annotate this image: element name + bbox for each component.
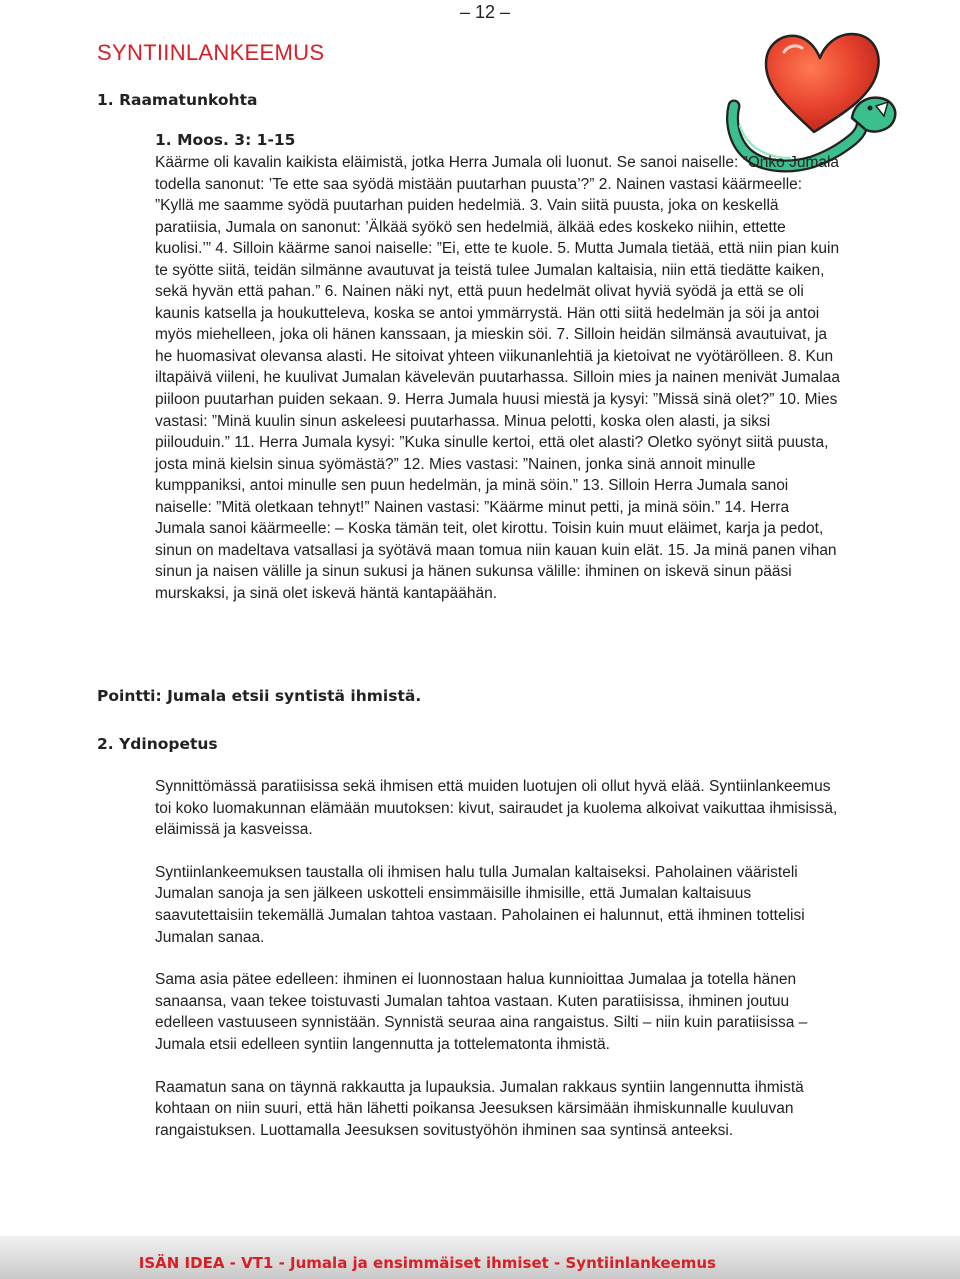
paragraph: Raamatun sana on täynnä rakkautta ja lupauksia. Jumalan rakkaus syntiin langennutta ihmistä kohtaan on niin suuri, että hän lähetti poikansa Jeesuksen kärsimään ihmiskunnalle kuuluvan rangaistuksen. Luottamalla Jeesuksen sovitustyöhön ihminen saa syntinsä anteeksi. (155, 1078, 804, 1139)
scripture-text: Käärme oli kavalin kaikista eläimistä, jotka Herra Jumala oli luonut. Se sanoi naiselle: ”Onko Jumala todella sanonut: ’Te ette saa syödä mistään puutarhan puusta’?” 2. Nainen vastasi käärmeelle: ”Kyllä me saamme syödä puutarhan puiden hedelmiä. 3. Vain siitä puusta, joka on keskellä paratiisia, Jumala on sanonut: ’Älkää syökö sen hedelmiä, älkää edes koskeko niihin, ettette kuolisi.’” 4. Silloin käärme sanoi naiselle: ”Ei, ette te kuole. 5. Mutta Jumala tietää, että niin pian kuin te syötte siitä, teidän silmänne avautuvat ja teistä tulee Jumalan kaltaisia, niin että tiedätte kaiken, sekä hyvän että pahan.” 6. Nainen näki nyt, että puun hedelmät olivat hyviä syödä ja että se oli kaunis katsella ja houkutteleva, koska se antoi ymmärrystä. Hän otti siitä hedelmän ja söi ja antoi myös miehelleen, joka oli hänen kanssaan, ja mieskin söi. 7. Silloin heidän silmänsä avautuivat, ja he huomasivat olevansa alasti. He sitoivat yhteen viikunanlehtiä ja kietoivat ne vyötärölleen. 8. Kun iltapäivä viileni, he kuulivat Jumalan kävelevän puutarhassa. Silloin mies ja nainen menivät Jumalaa piiloon puutarhan puiden sekaan. 9. Herra Jumala huusi miestä ja kysyi: ”Missä sinä olet?” 10. Mies vastasi: ”Minä kuulin sinun askeleesi puutarhassa. Minua pelotti, koska olen alasti, ja siksi piilouduin.” 11. Herra Jumala kysyi: ”Kuka sinulle kertoi, että olet alasti? Oletko syönyt siitä puusta, josta minä kielsin sinua syömästä?” 12. Mies vastasi: ”Nainen, jonka sinä annoit minulle kumppaniksi, antoi minulle sen puun hedelmän, ja minä söin.” 13. Silloin Herra Jumala sanoi naiselle: ”Mitä oletkaan tehnyt!” Nainen vastasi: ”Käärme minut petti, ja minä söin.” 14. Herra Jumala sanoi käärmeelle: – Koska tämän teit, olet kirottu. Toisin kuin muut eläimet, karja ja pedot, sinun on madeltava vatsallasi ja syötävä maan tomua niin kauan kuin elät. 15. Ja minä panen vihan sinun ja naisen välille ja sinun sukusi ja hänen sukunsa välille: ihminen on iskevä sinun pääsi murskaksi, ja sinä olet iskevä häntä kantapäähän. (155, 154, 840, 602)
footer-text: ISÄN IDEA - VT1 - Jumala ja ensimmäiset ihmiset - Syntiinlankeemus (138, 1254, 716, 1272)
section-heading-scripture: 1. Raamatunkohta (97, 91, 258, 109)
page-number: – 12 – (459, 2, 511, 22)
section-heading-core-teaching: 2. Ydinopetus (97, 735, 218, 753)
paragraph: Sama asia pätee edelleen: ihminen ei luonnostaan halua kunnioittaa Jumalaa ja totella hänen sanaansa, vaan tekee toistuvasti Jumalan tahtoa vastaan. Kuten paratiisissa, ihminen joutuu edelleen vastuuseen synnistään. Synnistä seuraa aina rangaistus. Silti – niin kuin paratiisissa – Jumala etsii edelleen syntiin langennutta ja tottelematonta ihmistä. (155, 971, 808, 1053)
paragraph: Syntiinlankeemuksen taustalla oli ihmisen halu tulla Jumalan kaltaiseksi. Paholainen vääristeli Jumalan sanoja ja sen jälkeen uskotteli ensimmäisille ihmisille, että Jumalan kaltaisuus saavutettaisiin tekemällä Jumalan tahtoa vastaan. Paholainen ei halunnut, että ihminen tottelisi Jumalan sanaa. (155, 863, 805, 946)
core-teaching-text (155, 776, 845, 1162)
scripture-reference: 1. Moos. 3: 1-15 (155, 131, 296, 149)
point-statement: Pointti: Jumala etsii syntistä ihmistä. (97, 687, 422, 705)
footer-bar (0, 1236, 960, 1279)
paragraph: Synnittömässä paratiisissa sekä ihmisen että muiden luotujen oli ollut hyvä elää. Syntiinlankeemus toi koko luomakunnan elämään muutoksen: kivut, sairaudet ja kuolema alkoivat vaikuttaa ihmisissä, eläimissä ja kasveissa. (155, 778, 838, 839)
page-title: SYNTIINLANKEEMUS (97, 40, 325, 65)
